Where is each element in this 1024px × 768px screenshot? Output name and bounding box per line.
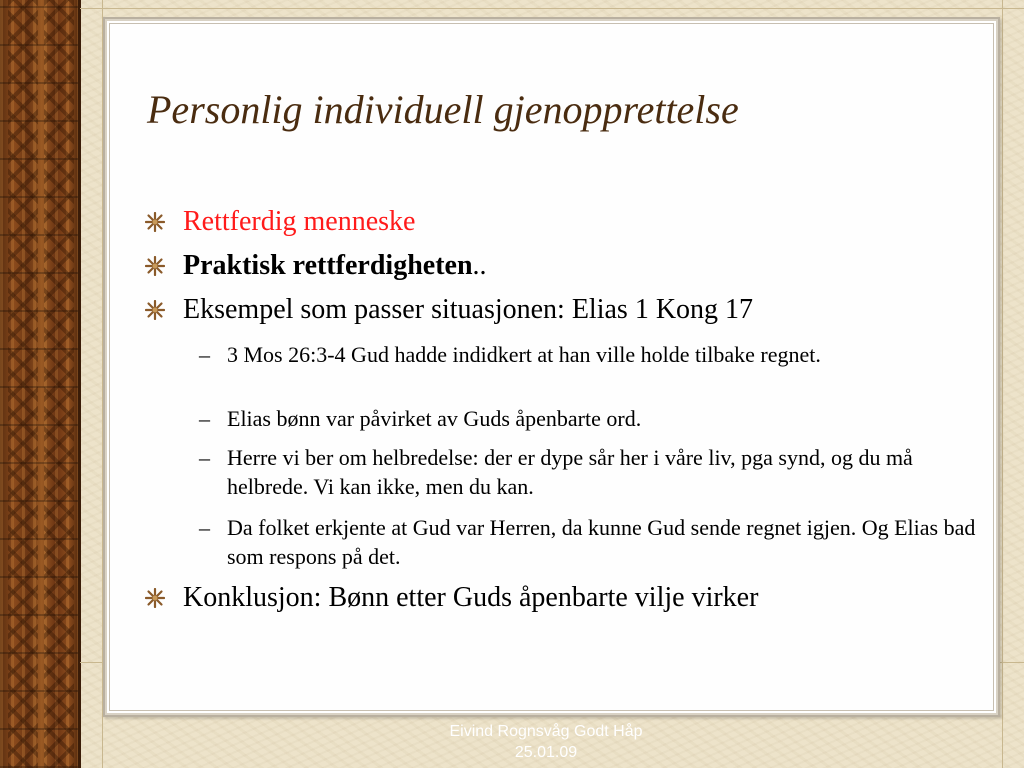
asterisk-star-icon [145, 212, 165, 232]
bullet-text: Konklusjon: Bønn etter Guds åpenbarte vilje virker [183, 582, 759, 613]
bullet-text-suffix: .. [472, 250, 487, 281]
bullet-rettferdig [183, 206, 415, 238]
bullet-konklusjon [183, 582, 758, 614]
footer-date: 25.01.09 [514, 744, 578, 761]
wood-edge [78, 0, 81, 768]
sub-bullet [199, 340, 987, 369]
bullet-text-bold: Praktisk rettferdigheten [183, 250, 473, 281]
footer-author: Eivind Rognsvåg Godt Håp [449, 723, 643, 740]
asterisk-star-icon [145, 588, 165, 608]
wood-carving-right [44, 0, 74, 768]
sub-bullet [199, 443, 987, 501]
bullet-eksempel [183, 294, 753, 326]
sub-bullet-text: Da folket erkjente at Gud var Herren, da kunne Gud sende regnet igjen. Og Elias bad som respons på det. [227, 515, 976, 569]
sub-bullet [199, 513, 987, 571]
guide-line-right [1002, 0, 1003, 768]
bullet-praktisk [183, 250, 487, 282]
dash-marker: – [199, 515, 210, 540]
wood-border [0, 0, 80, 768]
sub-bullet-text: 3 Mos 26:3-4 Gud hadde indidkert at han ville holde tilbake regnet. [227, 342, 821, 367]
sub-bullet [199, 404, 987, 433]
slide-footer [396, 721, 696, 763]
wood-carving-left [8, 0, 38, 768]
sub-bullet-text: Herre vi ber om helbredelse: der er dype sår her i våre liv, pga synd, og du må helbrede. Vi kan ikke, men du kan. [227, 445, 913, 499]
bullet-text: Eksempel som passer situasjonen: Elias 1 Kong 17 [183, 294, 754, 325]
asterisk-star-icon [145, 256, 165, 276]
bullet-text: Rettferdig menneske [183, 206, 416, 237]
sub-bullet-text: Elias bønn var påvirket av Guds åpenbarte ord. [227, 406, 642, 431]
slide-title: Personlig individuell gjenopprettelse [147, 87, 739, 132]
dash-marker: – [199, 342, 210, 367]
guide-line-top [80, 8, 1024, 9]
dash-marker: – [199, 406, 210, 431]
dash-marker: – [199, 445, 210, 470]
slide-panel [103, 17, 1000, 717]
asterisk-star-icon [145, 300, 165, 320]
